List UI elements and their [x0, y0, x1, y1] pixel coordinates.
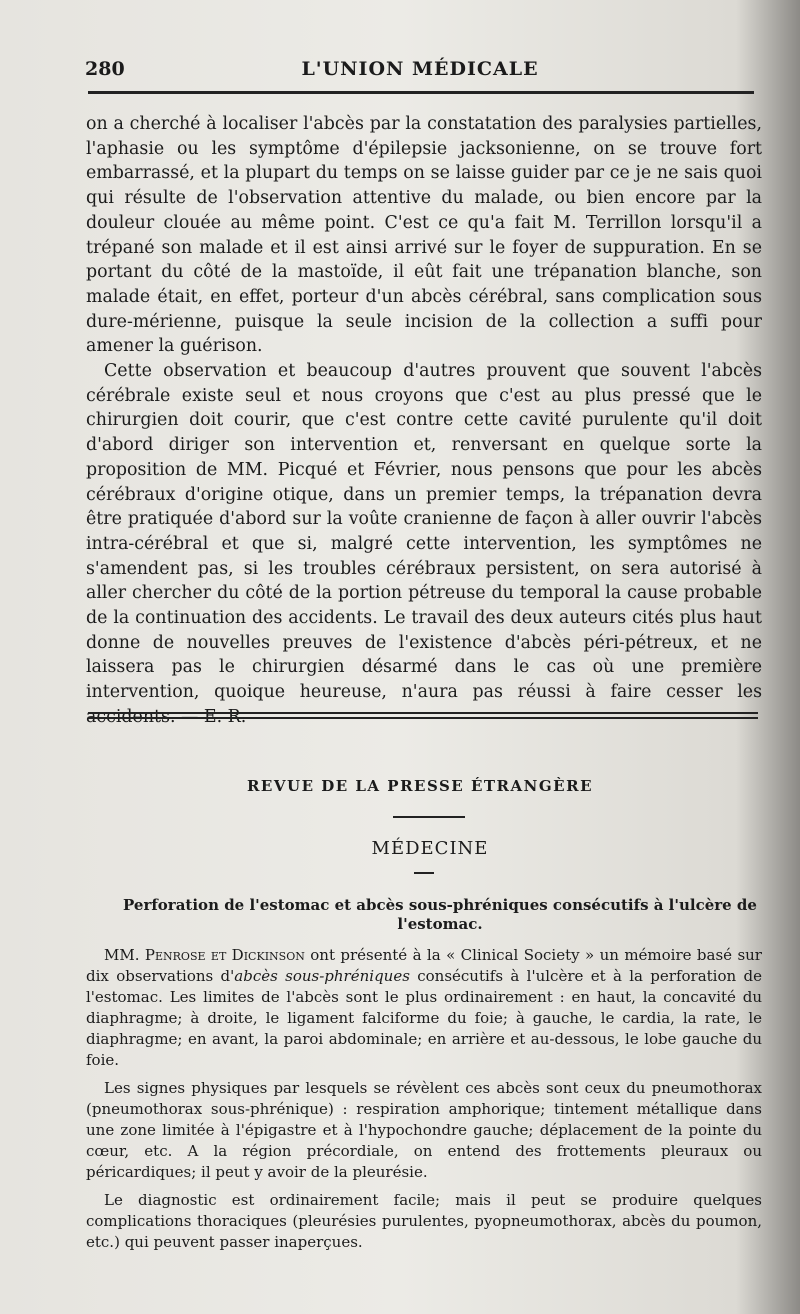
section-title: REVUE DE LA PRESSE ÉTRANGÈRE — [246, 777, 594, 795]
running-title: L'UNION MÉDICALE — [301, 58, 539, 80]
article-text — [86, 945, 762, 1260]
emphasis: abcès sous-phréniques — [234, 967, 410, 985]
subject-heading: MÉDECINE — [371, 838, 489, 859]
article-paragraph: MM. Penrose et Dickinson ont présenté à la « Clinical Society » un mémoire basé sur dix observations d'abcès sous-phréniques consécutifs à l'ulcère et à la perforation de l'estomac. Les limites de l'abcès sont le plus ordinairement : en haut, la concavité du diaphragme; à droite, le ligament falciforme du foie; à gauche, le cardia, la rate, le diaphragme; en avant, la paroi abdominale; en arrière et au-dessous, le lobe gauche du foie. — [86, 946, 762, 1069]
paragraph: on a cherché à localiser l'abcès par la constatation des paralysies partielles, l'aphasie ou les symptôme d'épilepsie jacksonienne, on se trouve fort embarrassé, et la plupart du temps on se laisse guider par ce je ne sais quoi qui résulte de l'observation attentive du malade, ou bien encore par la douleur clouée au même point. C'est ce qu'a fait M. Terrillon lorsqu'il a trépané son malade et il est ainsi arrivé sur le foyer de suppuration. En se portant du côté de la mastoïde, il eût fait une trépanation blanche, son malade était, en effet, porteur d'un abcès cérébral, sans complication sous dure-mérienne, puisque la seule incision de la collection a suffi pour amener la guérison. — [86, 114, 762, 357]
article-title: Perforation de l'estomac et abcès sous-phréniques consécutifs à l'ulcère de l'estomac. — [123, 896, 757, 933]
main-text — [86, 112, 762, 730]
subject-rule — [414, 872, 434, 874]
paragraph: Cette observation et beaucoup d'autres prouvent que souvent l'abcès cérébrale existe seul et nous croyons que c'est au plus pressé que le chirurgien doit courir, que c'est contre cette cavité purulente qu'il doit d'abord diriger son intervention et, renversant en quelque sorte la proposition de MM. Picqué et Février, nous pensons que pour les abcès cérébraux d'origine otique, dans un premier temps, la trépanation devra être pratiquée d'abord sur la voûte cranienne de façon à aller ouvrir l'abcès intra-cérébral et que si, malgré cette intervention, les symptômes ne s'amendent pas, si les troubles cérébraux persistent, on sera autorisé à aller chercher du côté de la portion pétreuse du temporal la cause probable de la continuation des accidents. Le travail des deux auteurs cités plus haut donne de nouvelles preuves de l'existence d'abcès péri-pétreux, et ne laissera pas le chirurgien désarmé dans le cas où une première intervention, quoique heureuse, n'aura pas réussi à faire cesser les accidents. — E. R. — [86, 361, 762, 727]
section-rule — [393, 816, 465, 818]
article-paragraph: Le diagnostic est ordinairement facile; mais il peut se produire quelques complications thoraciques (pleurésies purulentes, pyopneumothorax, abcès du poumon, etc.) qui peuvent passer inaperçues. — [86, 1191, 762, 1251]
section-divider — [88, 712, 758, 719]
header-rule — [88, 91, 754, 94]
page-number: 280 — [85, 58, 125, 80]
author-names: MM. Penrose et Dickinson — [104, 946, 305, 964]
article-paragraph: Les signes physiques par lesquels se révèlent ces abcès sont ceux du pneumothorax (pneumothorax sous-phrénique) : respiration amphorique; tintement métallique dans une zone limitée à l'épigastre et à l'hypochondre gauche; déplacement de la pointe du cœur, etc. A la région précordiale, on entend des frottements pleuraux ou péricardiques; il peut y avoir de la pleurésie. — [86, 1079, 762, 1181]
